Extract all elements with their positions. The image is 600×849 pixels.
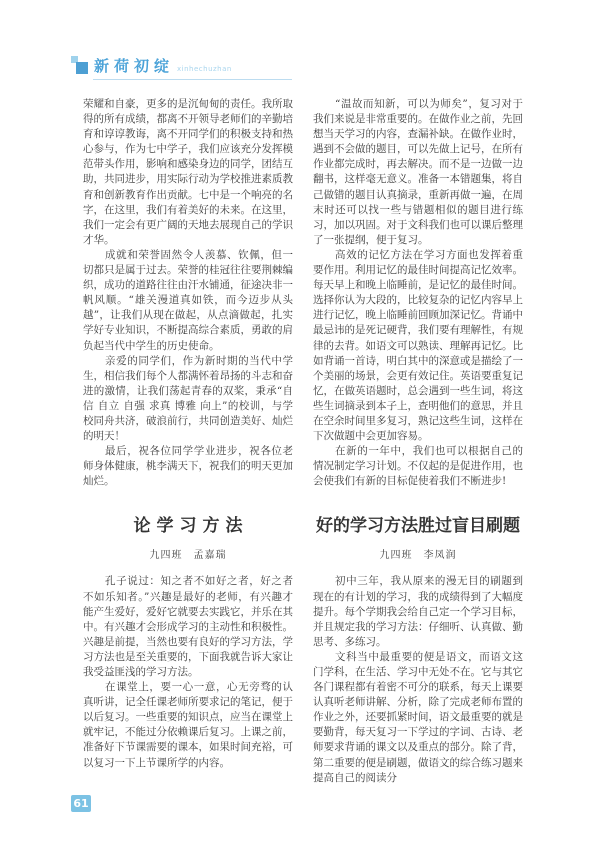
paragraph: 荣耀和自豪，更多的是沉甸甸的责任。我所取得的所有成绩，都离不开领导老师们的辛勤培育和谆谆教诲，离不开同学们的积极支持和热心参与，作为七中学子，我们应该充分发挥模范带头作用，影响和感染身边的同学，团结互助，共同进步，用实际行动为学校推进素质教育和创新教育作出贡献。七中是一个响亮的名字，在这里，我们有着美好的未来。在这里，我们一定会有更广阔的天地去展现自己的学识才华。 (83, 98, 293, 246)
brand-subtitle: xinhechuzhan (177, 65, 232, 73)
paragraph: 最后，祝各位同学学业进步，祝各位老师身体健康，桃李满天下，祝我们的明天更加灿烂。 (83, 445, 293, 488)
paragraph: 成就和荣誉固然令人羡慕、钦佩，但一切都只是属于过去。荣誉的桂冠往往要荆棘编织，成功的道路往往由汗水铺通，征途决非一帆风顺。“雄关漫道真如铁，而今迈步从头越”，让我们从现在做起，从点滴做起，扎实学好专业知识，不断提高综合素质，勇敢的肩负起当代中学生的历史使命。 (83, 248, 293, 352)
paragraph: 在课堂上，要一心一意，心无旁骛的认真听讲，记全任课老师所要求记的笔记，便于以后复习。一些重要的知识点，应当在课堂上就牢记，不能过分依赖课后复习。上课之前，准备好下节课需要的课本，如果时间充裕，可以复习一下上节课所学的内容。 (83, 681, 293, 769)
article-title: 好的学习方法胜过盲目刷题 (316, 516, 520, 537)
brand-title: 新荷初绽 (94, 57, 175, 75)
article-byline: 九四班 李凤润 (379, 550, 457, 562)
right-column (313, 97, 523, 786)
paragraph: 孔子说过：知之者不如好之者，好之者不如乐知者。”兴趣是最好的老师，有兴趣才能产生爱好，爱好它就要去实践它，并乐在其中。有兴趣才会形成学习的主动性和积极性。兴趣是前提，当然也要有良好的学习方法，学习方法也是至关重要的，下面我就告诉大家让我受益匪浅的学习方法。 (83, 575, 293, 678)
article-good-methods (313, 515, 523, 785)
paragraph: 初中三年，我从原来的漫无目的刷题到现在的有计划的学习，我的成绩得到了大幅度提升。每个学期我会给自己定一个学习目标，并且规定我的学习方法：仔细听、认真做、勤思考、多练习。 (313, 575, 523, 648)
paragraph: 高效的记忆方法在学习方面也发挥着重要作用。利用记忆的最佳时间提高记忆效率。每天早上和晚上临睡前，是记忆的最佳时间。选择你认为大段的，比较复杂的记忆内容早上进行记忆，晚上临睡前回顾加深记忆。背诵中最忌讳的是死记硬背，我们要有理解性，有规律的去背。如语文可以熟读、理解再记忆。比如背诵一首诗，明白其中的深意或是描绘了一个美丽的场景，会更有效记住。英语要重复记忆，在做英语题时，总会遇到一些生词，将这些生词摘录到本子上，查明他们的意思，并且在空余时间里多复习，熟记这些生词，这样在下次做题中会更加容易。 (313, 248, 523, 443)
paragraph: “温故而知新，可以为师矣”，复习对于我们来说是非常重要的。在做作业之前，先回想当天学习的内容，查漏补缺。在做作业时，遇到不会做的题目，可以先做上记号，在所有作业都完成时，再去解决。而不是一边做一边翻书，这样毫无意义。准备一本错题集，将自己做错的题目认真摘录，重新再做一遍，在周末时还可以找一些与错题相似的题目进行练习，加以巩固。对于文科我们也可以课后整理了一张提纲，便于复习。 (313, 98, 523, 246)
text-columns (83, 97, 523, 786)
paragraph: 亲爱的同学们，作为新时期的当代中学生，相信我们每个人都满怀着昂扬的斗志和奋进的激情，让我们荡起青春的双桨，秉承“自信 自立 自强 求真 博雅 向上”的校训，与学校同舟共济，破浪前行，共同创造美好、灿烂的明天！ (83, 354, 293, 443)
logo-squares-icon (71, 56, 90, 76)
paragraph: 在新的一年中，我们也可以根据自己的情况制定学习计划。不仅起的是促进作用，也会使我们有新的目标促使着我们不断进步! (313, 445, 523, 488)
article-byline: 九四班 孟嘉瑞 (149, 550, 227, 562)
left-column (83, 97, 293, 786)
paragraph: 文科当中最重要的便是语文，而语文这门学科，在生活、学习中无处不在。它与其它各门课程都有着密不可分的联系，每天上课要认真听老师讲解、分析，除了完成老师布置的作业之外，还要抓紧时间，语文最重要的就是要勤背，每天复习一下学过的字词、古诗、老师要求背诵的课文以及重点的部分。除了背，第二重要的便是刷题，做语文的综合练习题来提高自己的阅读分 (313, 650, 523, 784)
page-number-badge: 61 (71, 795, 91, 812)
article-title: 论学习方法 (133, 516, 249, 537)
header-divider (93, 79, 292, 80)
article-study-methods (83, 515, 293, 770)
